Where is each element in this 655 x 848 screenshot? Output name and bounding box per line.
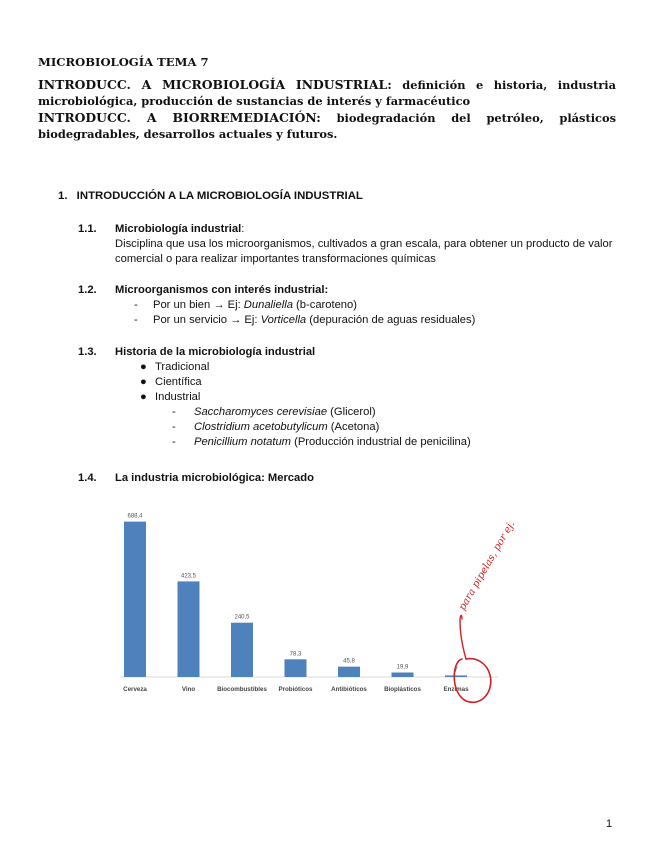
category-label: Biocombustibles (217, 686, 267, 693)
subsection-1-4-number: 1.4. (78, 472, 97, 484)
page-number: 1 (606, 818, 613, 830)
document-title: MICROBIOLOGÍA TEMA 7 (38, 55, 209, 69)
market-chart-svg (110, 505, 530, 710)
chart-bar (392, 673, 414, 677)
category-label: Cerveza (123, 686, 147, 693)
chart-bar (338, 667, 360, 677)
subsection-1-3-title: Historia de la microbiología industrial (115, 346, 316, 358)
subsection-1-3-number: 1.3. (78, 346, 97, 358)
list-item: - Por un servicio → Ej: Vorticella (depuración de aguas residuales) (115, 313, 620, 328)
intro-industrial-heading (38, 77, 616, 110)
chart-bar (285, 659, 307, 677)
list-item: - Saccharomyces cerevisiae (Glicerol) (115, 405, 620, 420)
annotation-circle (454, 659, 491, 703)
category-label: Antibióticos (331, 686, 367, 693)
intro-bioremediation-topics: biodegradación del petróleo, plásticos biodegradables, desarrollos actuales y futuros. (38, 110, 616, 141)
category-label: Enzimas (443, 686, 469, 693)
bar-value-label: 78,3 (289, 651, 302, 658)
chart-bar (178, 581, 200, 677)
annotation-stroke (460, 615, 466, 659)
document-header (38, 54, 616, 143)
subsection-1-2-number: 1.2. (78, 284, 97, 296)
bar-value-label: 7 (454, 667, 458, 674)
market-bar-chart (110, 505, 530, 710)
chart-bar (445, 675, 467, 677)
bar-value-label: 19,9 (396, 664, 409, 671)
intro-bioremediation-prefix: INTRODUCC. A BIORREMEDIACIÓN: (38, 109, 321, 125)
subsection-1-1-title: Microbiología industrial: (115, 223, 245, 235)
category-label: Bioplásticos (384, 686, 421, 693)
list-item: - Clostridium acetobutylicum (Acetona) (115, 420, 620, 435)
chart-bar (124, 522, 146, 677)
bar-value-label: 423,5 (180, 573, 197, 580)
section-1-number: 1. (58, 190, 68, 202)
handwritten-annotation: para pipelas, por ej. (457, 519, 518, 613)
bar-value-label: 45,8 (343, 658, 355, 665)
bullet-icon: ● (140, 361, 147, 373)
subsection-1-2-title: Microorganismos con interés industrial: (115, 284, 329, 296)
bar-value-label: 688,4 (127, 513, 143, 520)
list-item: ● Industrial (140, 391, 201, 403)
bar-value-label: 240,5 (234, 614, 250, 621)
subsection-1-1-number: 1.1. (78, 223, 97, 235)
subsection-1-2-list (115, 298, 620, 328)
intro-bioremediation-heading (38, 110, 616, 143)
bullet-icon: ● (140, 376, 147, 388)
section-1-title: INTRODUCCIÓN A LA MICROBIOLOGÍA INDUSTRIAL (76, 190, 363, 202)
subsection-1-4-title: La industria microbiológica: Mercado (115, 472, 314, 484)
intro-industrial-topics: definición e historia, industria microbiológica, producción de sustancias de interés y farmacéutico (38, 77, 616, 108)
section-1-heading (58, 189, 363, 204)
intro-industrial-prefix: INTRODUCC. A MICROBIOLOGÍA INDUSTRIAL: (38, 76, 392, 92)
list-item: ● Tradicional (140, 361, 210, 373)
category-label: Vino (181, 686, 196, 693)
bullet-icon: ● (140, 391, 147, 403)
list-item: ● Científica (140, 376, 202, 388)
list-item: - Por un bien → Ej: Dunaliella (b-caroteno) (115, 298, 620, 313)
subsection-1-3-list (115, 360, 620, 450)
subsection-1-1-text: Disciplina que usa los microorganismos, cultivados a gran escala, para obtener un producto de valor comercial o para realizar importantes transformaciones químicas (115, 238, 613, 265)
category-label: Probióticos (278, 686, 313, 693)
chart-bar (231, 623, 253, 677)
list-item: - Penicillium notatum (Producción industrial de penicilina) (115, 435, 620, 450)
